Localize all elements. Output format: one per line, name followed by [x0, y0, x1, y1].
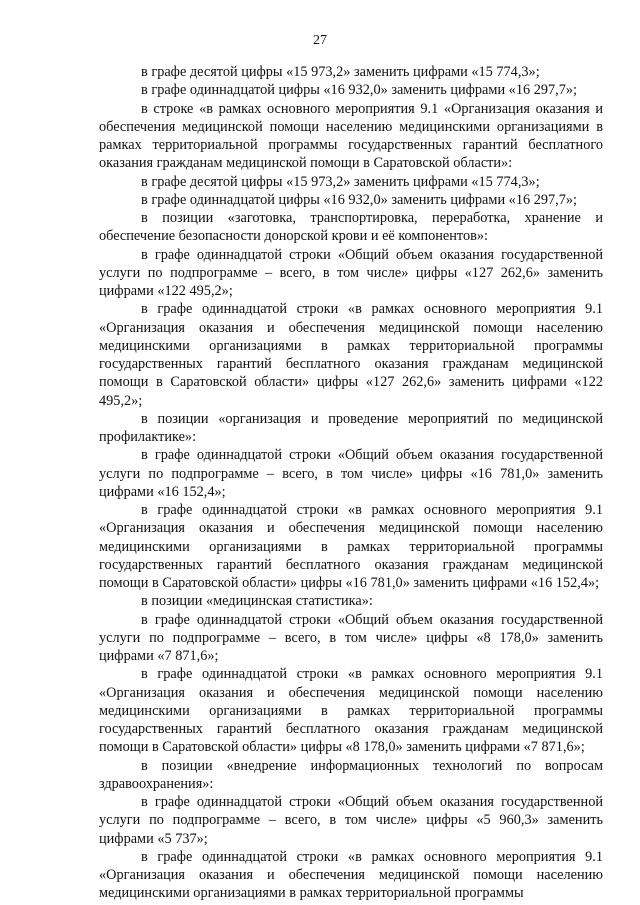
page-number: 27	[313, 33, 327, 48]
paragraph: в графе десятой цифры «15 973,2» заменить цифрами «15 774,3»;	[141, 173, 540, 190]
paragraph: в графе одиннадцатой строки «Общий объем оказания государственной услуги по подпрограмме – всего, в том числе» цифры «16 781,0» заменить цифрами «16 152,4»;	[99, 447, 603, 500]
paragraph: в графе одиннадцатой строки «в рамках основного мероприятия 9.1 «Организация оказания и обеспечения медицинской помощи населению медицинскими организациями в рамках территориальной программы государственных гарантий бесплатного оказания гражданам медицинской помощи в Саратовской области» цифры «8 178,0» заменить цифрами «7 871,6»;	[99, 666, 603, 756]
paragraph: в позиции «организация и проведение мероприятий по медицинской профилактике»:	[99, 410, 603, 445]
paragraph: в графе одиннадцатой строки «в рамках основного мероприятия 9.1 «Организация оказания и обеспечения медицинской помощи населению медицинскими организациями в рамках территориальной программы государственных гарантий бесплатного оказания гражданам медицинской помощи в Саратовской области» цифры «127 262,6» заменить цифрами «122 495,2»;	[99, 301, 603, 409]
paragraph: в графе десятой цифры «15 973,2» заменить цифрами «15 774,3»;	[141, 64, 540, 80]
paragraph: в графе одиннадцатой строки «Общий объем оказания государственной услуги по подпрограмме – всего, в том числе» цифры «5 960,3» заменить цифрами «5 737»;	[99, 794, 603, 847]
paragraph: в графе одиннадцатой строки «в рамках основного мероприятия 9.1 «Организация оказания и обеспечения медицинской помощи населению медицинскими организациями в рамках территориальной программы	[99, 848, 603, 902]
paragraph: в позиции «заготовка, транспортировка, переработка, хранение и обеспечение безопасности донорской крови и её компонентов»:	[99, 210, 603, 245]
paragraph: в графе одиннадцатой строки «Общий объем оказания государственной услуги по подпрограмме – всего, в том числе» цифры «127 262,6» заменить цифрами «122 495,2»;	[99, 246, 603, 299]
paragraph: в графе одиннадцатой строки «в рамках основного мероприятия 9.1 «Организация оказания и обеспечения медицинской помощи населению медицинскими организациями в рамках территориальной программы государственных гарантий бесплатного оказания гражданам медицинской помощи в Саратовской области» цифры «16 781,0» заменить цифрами «16 152,4»;	[99, 502, 603, 591]
paragraph: в позиции «внедрение информационных технологий по вопросам здравоохранения»:	[99, 757, 603, 792]
paragraph: в графе одиннадцатой цифры «16 932,0» заменить цифрами «16 297,7»;	[141, 82, 577, 99]
paragraph: в строке «в рамках основного мероприятия 9.1 «Организация оказания и обеспечения медицинской помощи населению медицинскими организациями в рамках территориальной программы государственных гарантий бесплатного оказания гражданам медицинской помощи в Саратовской области»:	[99, 100, 603, 172]
paragraph: в позиции «медицинская статистика»:	[141, 593, 373, 610]
paragraph: в графе одиннадцатой строки «Общий объем оказания государственной услуги по подпрограмме – всего, в том числе» цифры «8 178,0» заменить цифрами «7 871,6»;	[99, 611, 603, 664]
paragraph: в графе одиннадцатой цифры «16 932,0» заменить цифрами «16 297,7»;	[141, 191, 577, 208]
document-body	[99, 63, 603, 903]
